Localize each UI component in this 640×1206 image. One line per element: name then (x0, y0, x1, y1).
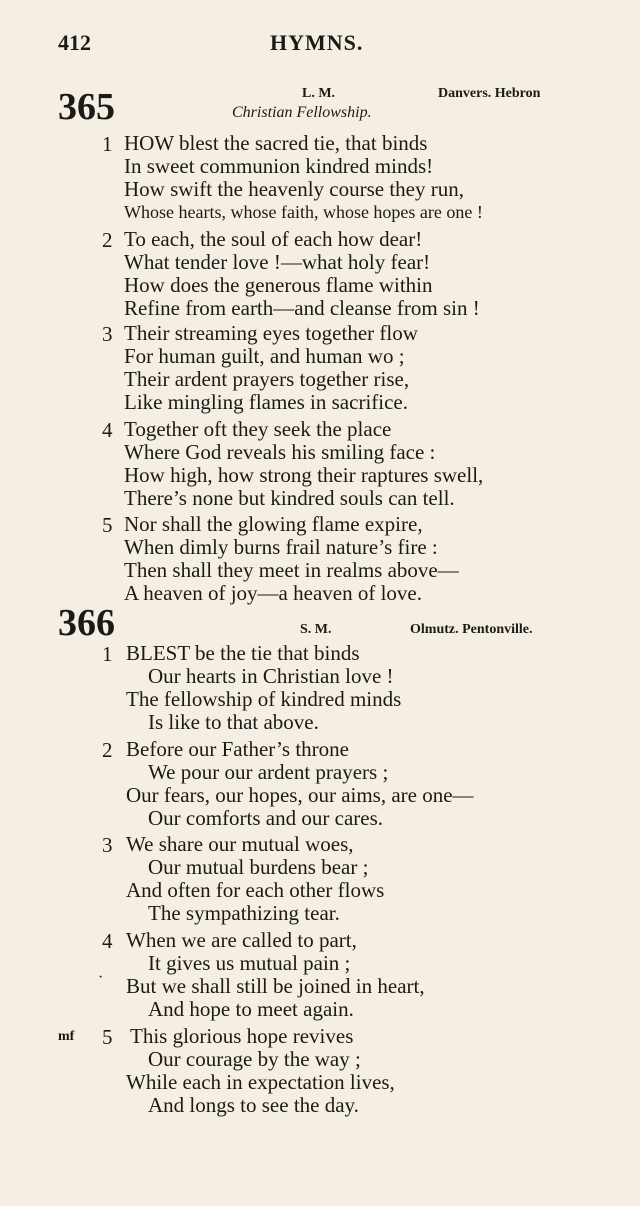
verse-line: When dimly burns frail nature’s fire : (124, 535, 438, 559)
verse-number: 2 (102, 228, 113, 252)
verse-line: How high, how strong their raptures swell, (124, 463, 484, 487)
hymn-subtitle: Christian Fellowship. (232, 104, 372, 121)
verse-line: Our fears, our hopes, our aims, are one— (126, 783, 474, 807)
verse-number: 1 (102, 642, 113, 666)
verse-line: While each in expectation lives, (126, 1070, 395, 1094)
verse-line: And hope to meet again. (148, 997, 354, 1021)
verse-line: HOW blest the sacred tie, that binds (124, 131, 428, 155)
verse-number: 1 (102, 132, 113, 156)
verse-number: 4 (102, 929, 113, 953)
verse-line: How swift the heavenly course they run, (124, 177, 464, 201)
verse-line: Their streaming eyes together flow (124, 321, 418, 345)
hymn-number: 365 (58, 86, 115, 128)
verse-line: Our mutual burdens bear ; (148, 855, 369, 879)
running-title: HYMNS. (270, 30, 364, 55)
verse-line: Our courage by the way ; (148, 1047, 361, 1071)
verse-line: In sweet communion kindred minds! (124, 154, 434, 178)
verse-line: The fellowship of kindred minds (126, 687, 402, 711)
meter: L. M. (302, 86, 336, 101)
stray-mark: · (98, 969, 104, 986)
verse-line: BLEST be the tie that binds (126, 641, 360, 665)
verse-line: For human guilt, and human wo ; (124, 344, 405, 368)
verse-line: The sympathizing tear. (148, 901, 340, 925)
verse-number: 3 (102, 322, 113, 346)
tune-names: Olmutz. Pentonville. (410, 622, 533, 637)
verse-line: We pour our ardent prayers ; (148, 760, 389, 784)
verse-line: This glorious hope revives (130, 1024, 354, 1048)
verse-number: 5 (102, 1025, 113, 1049)
verse-line: Our hearts in Christian love ! (148, 664, 394, 688)
verse-line: Whose hearts, whose faith, whose hopes are one ! (124, 202, 483, 222)
verse-line: It gives us mutual pain ; (148, 951, 351, 975)
verse-line: Refine from earth—and cleanse from sin ! (124, 296, 480, 320)
dynamic-marking: mf (58, 1029, 75, 1044)
verse-line: There’s none but kindred souls can tell. (124, 486, 455, 510)
verse-line: We share our mutual woes, (126, 832, 354, 856)
verse-line: Like mingling flames in sacrifice. (124, 390, 408, 414)
page-number: 412 (58, 30, 91, 55)
verse-line: And often for each other flows (126, 878, 385, 902)
verse-line: Where God reveals his smiling face : (124, 440, 436, 464)
hymn-365 (58, 88, 598, 608)
hymn-number: 366 (58, 602, 115, 644)
verse-number: 3 (102, 833, 113, 857)
verse-number: 5 (102, 513, 113, 537)
tune-names: Danvers. Hebron (438, 86, 541, 101)
verse-line: Our comforts and our cares. (148, 806, 383, 830)
verse-line: When we are called to part, (126, 928, 357, 952)
hymn-366 (58, 604, 598, 1124)
verse-line: Together oft they seek the place (124, 417, 392, 441)
verse-line: But we shall still be joined in heart, (126, 974, 425, 998)
verse-line: What tender love !—what holy fear! (124, 250, 431, 274)
verse-line: And longs to see the day. (148, 1093, 359, 1117)
verse-line: Is like to that above. (148, 710, 319, 734)
verse-line: Then shall they meet in realms above— (124, 558, 459, 582)
page-header (58, 30, 588, 58)
verse-line: Nor shall the glowing flame expire, (124, 512, 423, 536)
verse-line: To each, the soul of each how dear! (124, 227, 423, 251)
meter: S. M. (300, 622, 332, 637)
verse-line: How does the generous flame within (124, 273, 433, 297)
verse-number: 4 (102, 418, 113, 442)
verse-line: A heaven of joy—a heaven of love. (124, 581, 422, 605)
verse-line: Their ardent prayers together rise, (124, 367, 410, 391)
verse-line: Before our Father’s throne (126, 737, 349, 761)
verse-number: 2 (102, 738, 113, 762)
